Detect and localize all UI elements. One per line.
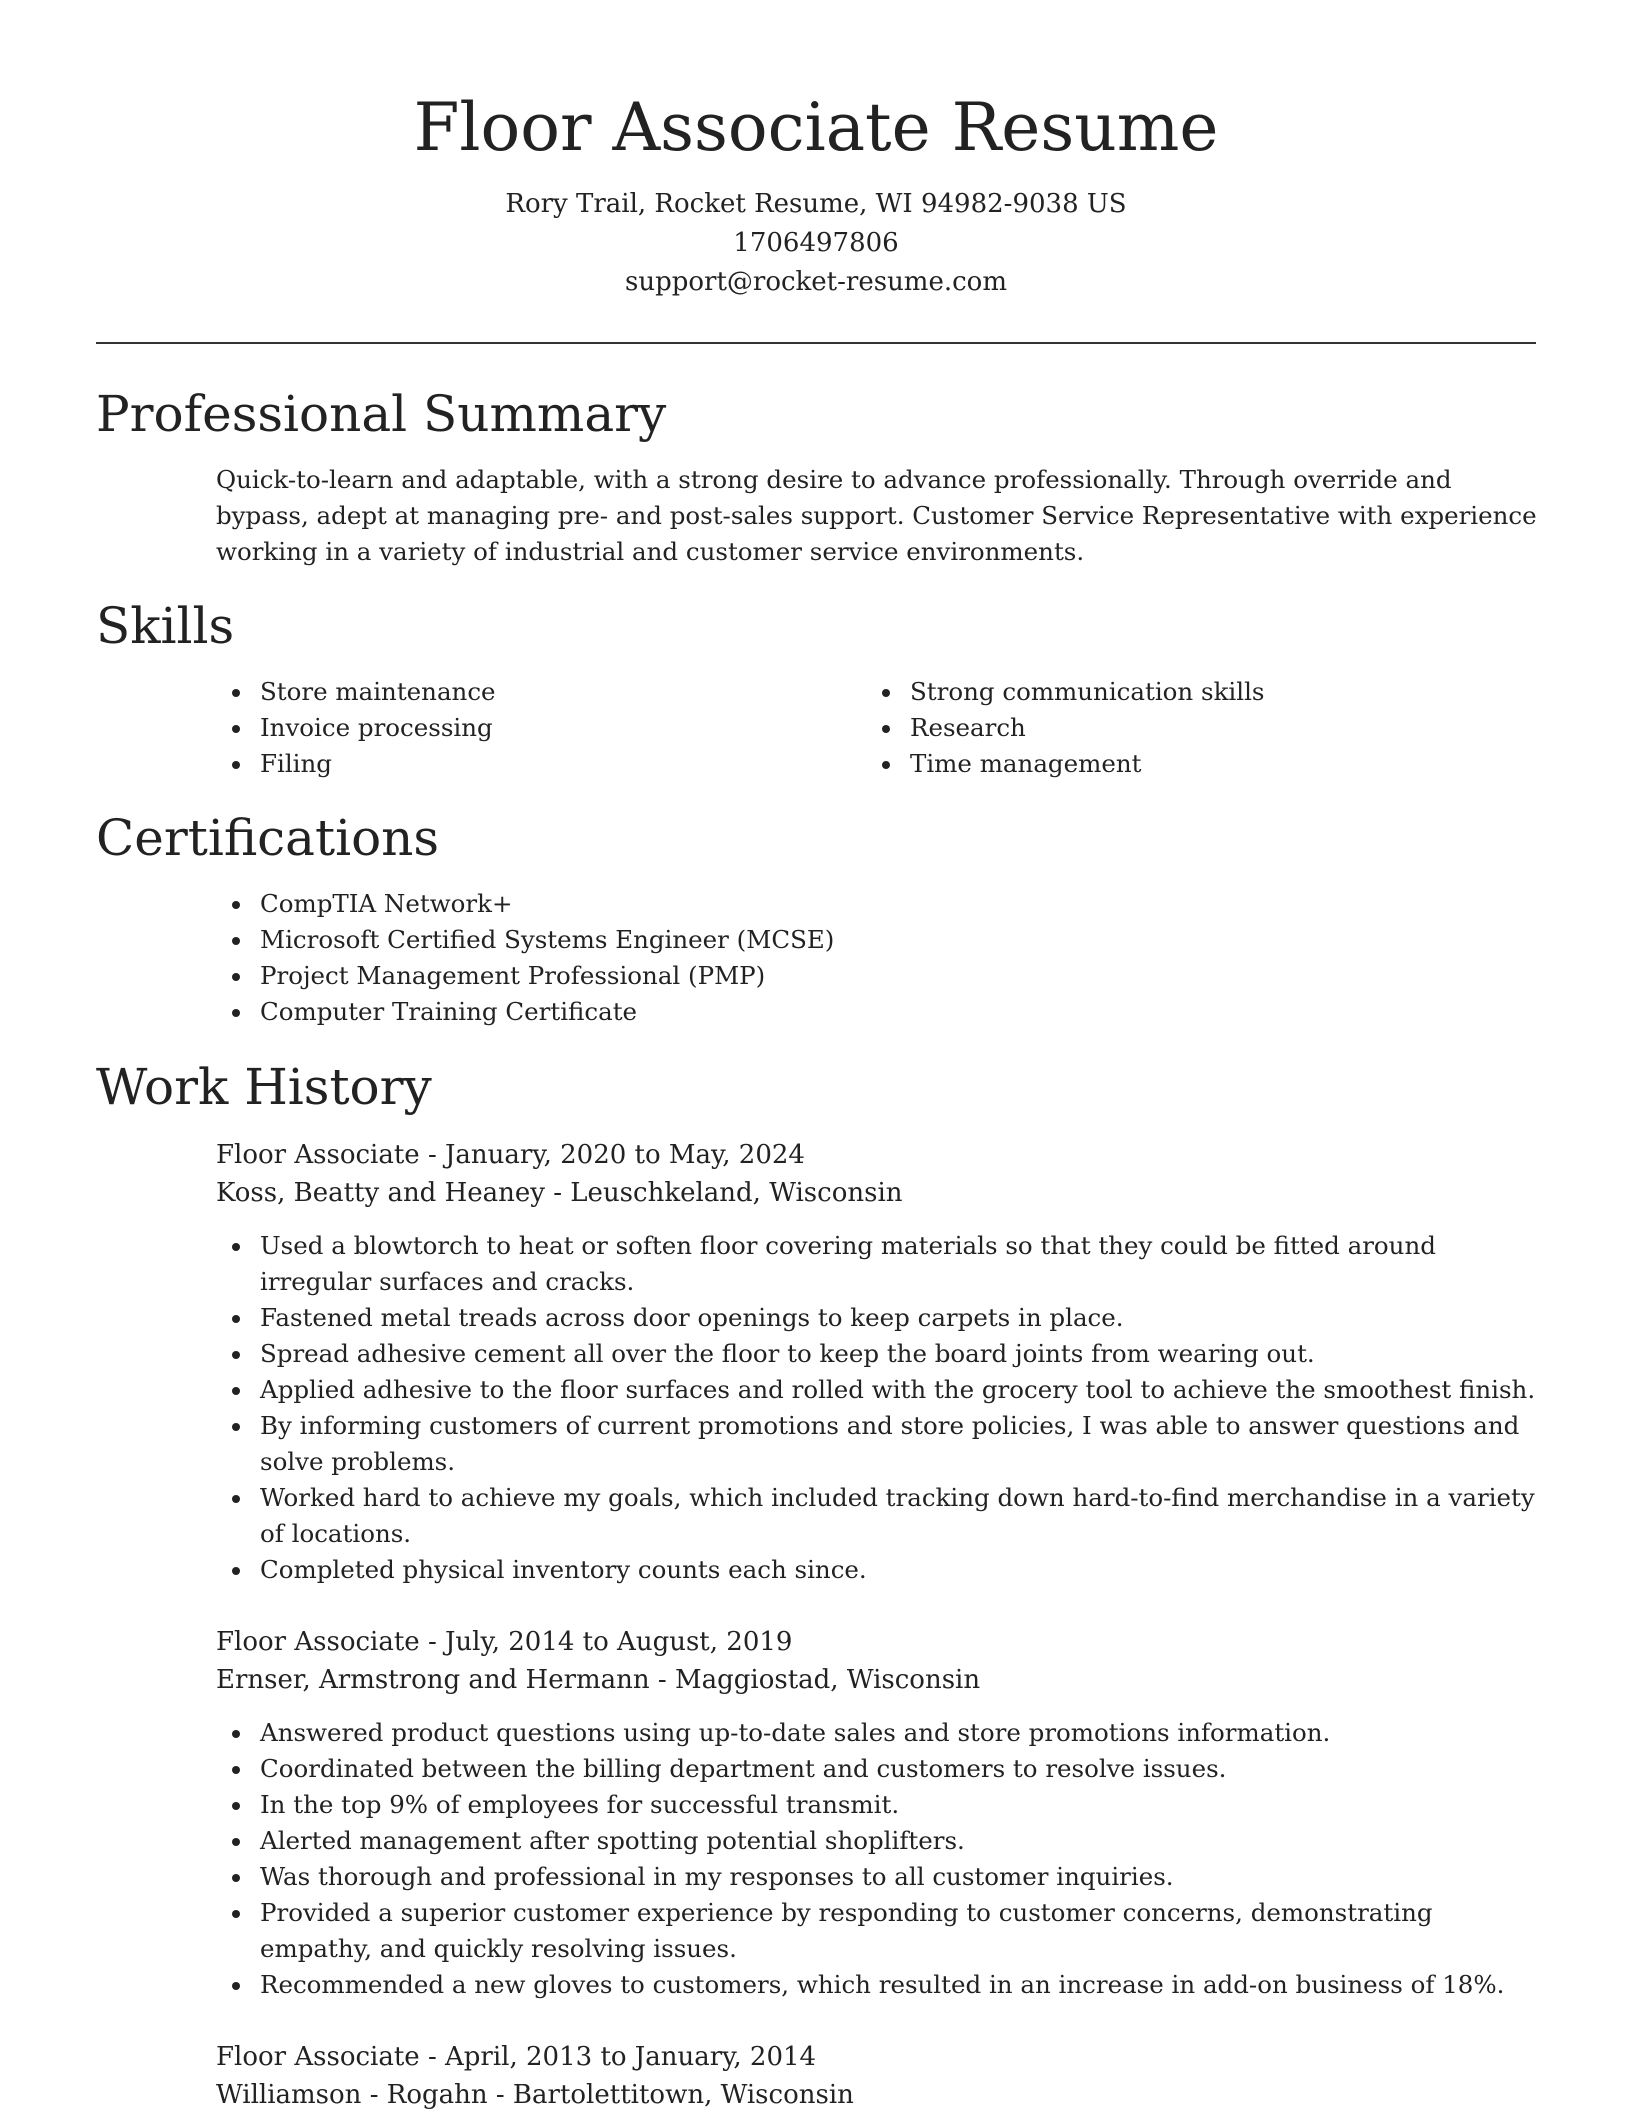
certification-item: Computer Training Certificate xyxy=(216,994,1416,1030)
skills-heading: Skills xyxy=(96,597,235,655)
header-divider xyxy=(96,342,1536,344)
job-duty-item: Provided a superior customer experience by responding to customer concerns, demonstrating empathy, and quickly resolving issues. xyxy=(216,1895,1546,1967)
skill-item: Strong communication skills xyxy=(866,674,1466,710)
certifications-heading: Certifications xyxy=(96,809,440,867)
skill-item: Store maintenance xyxy=(216,674,816,710)
job-duty-item: Used a blowtorch to heat or soften floor covering materials so that they could be fitted around irregular surfaces and cracks. xyxy=(216,1228,1546,1300)
job-duty-item: Completed physical inventory counts each since. xyxy=(216,1552,1546,1588)
job-title-line: Floor Associate - January, 2020 to May, 2024 xyxy=(216,1140,805,1170)
job-duty-item: Alerted management after spotting potential shoplifters. xyxy=(216,1823,1546,1859)
skill-item: Research xyxy=(866,710,1466,746)
skills-list-right xyxy=(866,674,1466,782)
job-duty-item: Answered product questions using up-to-date sales and store promotions information. xyxy=(216,1715,1546,1751)
contact-email: support@rocket-resume.com xyxy=(624,267,1007,297)
contact-block xyxy=(0,185,1632,302)
skills-list-left xyxy=(216,674,816,782)
job-title-line: Floor Associate - July, 2014 to August, 2019 xyxy=(216,1627,793,1657)
job-duty-item: Spread adhesive cement all over the floor to keep the board joints from wearing out. xyxy=(216,1336,1546,1372)
skill-item: Time management xyxy=(866,746,1466,782)
job-duty-item: Worked hard to achieve my goals, which included tracking down hard-to-find merchandise in a variety of locations. xyxy=(216,1480,1546,1552)
certification-item: Microsoft Certified Systems Engineer (MCSE) xyxy=(216,922,1416,958)
summary-text: Quick-to-learn and adaptable, with a strong desire to advance professionally. Through override and bypass, adept at managing pre- and post-sales support. Customer Service Representative with experience working in a variety of industrial and customer service environments. xyxy=(216,465,1537,566)
skill-item: Filing xyxy=(216,746,816,782)
job-entry xyxy=(216,1623,1546,2003)
skill-item: Invoice processing xyxy=(216,710,816,746)
job-duty-item: Recommended a new gloves to customers, which resulted in an increase in add-on business of 18%. xyxy=(216,1967,1546,2003)
job-company-line: Ernser, Armstrong and Hermann - Maggiostad, Wisconsin xyxy=(216,1665,981,1695)
resume-header xyxy=(0,0,1632,302)
job-duty-item: Fastened metal treads across door openings to keep carpets in place. xyxy=(216,1300,1546,1336)
job-entry xyxy=(216,2038,1546,2112)
job-company-line: Williamson - Rogahn - Bartolettitown, Wisconsin xyxy=(216,2080,854,2110)
contact-address: Rory Trail, Rocket Resume, WI 94982-9038 US xyxy=(505,189,1127,219)
job-duty-item: By informing customers of current promotions and store policies, I was able to answer questions and solve problems. xyxy=(216,1408,1546,1480)
summary-heading: Professional Summary xyxy=(96,385,667,443)
job-duty-item: Applied adhesive to the floor surfaces and rolled with the grocery tool to achieve the smoothest finish. xyxy=(216,1372,1546,1408)
certification-item: CompTIA Network+ xyxy=(216,886,1416,922)
job-company-line: Koss, Beatty and Heaney - Leuschkeland, Wisconsin xyxy=(216,1178,903,1208)
job-duty-item: Was thorough and professional in my responses to all customer inquiries. xyxy=(216,1859,1546,1895)
job-duty-item: Coordinated between the billing department and customers to resolve issues. xyxy=(216,1751,1546,1787)
certification-item: Project Management Professional (PMP) xyxy=(216,958,1416,994)
work-history-heading: Work History xyxy=(96,1058,432,1116)
job-entry xyxy=(216,1136,1546,1588)
page-title: Floor Associate Resume xyxy=(413,89,1219,166)
job-title-line: Floor Associate - April, 2013 to January, 2014 xyxy=(216,2042,817,2072)
job-duty-item: In the top 9% of employees for successful transmit. xyxy=(216,1787,1546,1823)
contact-phone: 1706497806 xyxy=(733,228,899,258)
job-duties-list xyxy=(216,1715,1546,2003)
job-duties-list xyxy=(216,1228,1546,1588)
certifications-list xyxy=(216,886,1416,1030)
